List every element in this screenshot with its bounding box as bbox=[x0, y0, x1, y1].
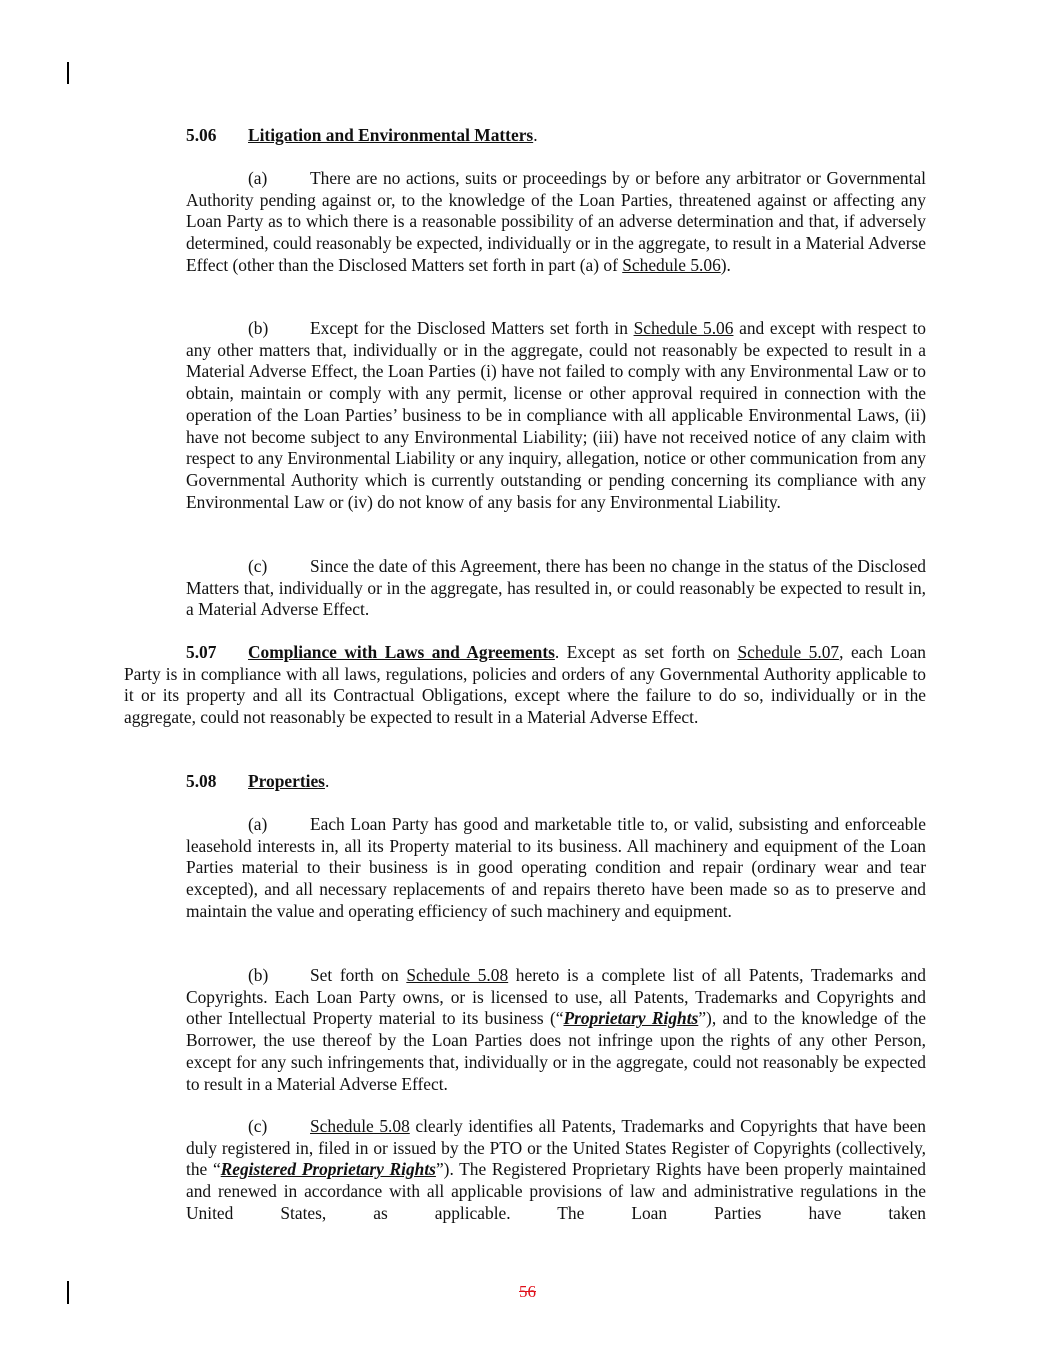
schedule-reference: Schedule 5.06 bbox=[622, 254, 721, 275]
clause-label: (a) bbox=[248, 814, 268, 834]
section-5-07: 5.07 Compliance with Laws and Agreements. Except as set forth on Schedule 5.07, each Loan Party is in compliance with all laws, regulations, policies and orders of any Governmental Authority applicable to it or its property and all its Contractual Obligations, except where the failure to do so, individually or in the aggregate, could not reasonably be expected to result in a Material Adverse Effect. bbox=[124, 642, 927, 728]
defined-term: Proprietary Rights bbox=[563, 1008, 699, 1029]
section-5-08-b: (b) Set forth on Schedule 5.08 hereto is a complete list of all Patents, Trademarks and Copyrights. Each Loan Party owns, or is licensed to use, all Patents, Trademarks and Copyrights and other Intellectual Property material to its business (“Proprietary Rights”), and to the knowledge of the Borrower, the use thereof by the Loan Parties does not infringe upon the rights of any other Person, except for any such infringements that, individually or in the aggregate, could not reasonably be expected to result in a Material Adverse Effect. bbox=[186, 965, 927, 1094]
change-bar-top bbox=[67, 62, 69, 84]
section-5-08-c: (c) Schedule 5.08 clearly identifies all Patents, Trademarks and Copyrights that have been duly registered in, filed in or issued by the PTO or the United States Register of Copyrights (collectively, the “Registered Proprietary Rights”). The Registered Proprietary Rights have been properly maintained and renewed in accordance with all applicable provisions of law and administrative regulations in the United States, as applicable. The Loan Parties have taken bbox=[186, 1116, 926, 1223]
section-title: Litigation and Environmental Matters bbox=[248, 125, 534, 145]
schedule-reference: Schedule 5.06 bbox=[633, 318, 734, 338]
page-number: 56 bbox=[519, 1282, 536, 1301]
section-number: 5.08 bbox=[186, 771, 217, 791]
section-title: Properties bbox=[248, 771, 325, 791]
section-5-08-a: (a) Each Loan Party has good and marketable title to, or valid, subsisting and enforceable leasehold interests in, all its Property material to its business. All machinery and equipment of the Loan Parties material to their business is in good operating condition and repair (ordinary wear and tear excepted), and all necessary replacements of and repairs thereto have been made so as to preserve and maintain the value and operating efficiency of such machinery and equipment. bbox=[186, 814, 926, 921]
clause-label: (b) bbox=[248, 318, 269, 338]
clause-label: (a) bbox=[248, 168, 268, 188]
defined-term: Registered Proprietary Rights bbox=[220, 1159, 436, 1180]
section-5-06-c: (c) Since the date of this Agreement, there has been no change in the status of the Disclosed Matters that, individually or in the aggregate, has resulted in, or could reasonably be expected to result in, a Material Adverse Effect. bbox=[186, 556, 926, 620]
clause-label: (b) bbox=[248, 965, 269, 985]
section-5-06-a: (a) There are no actions, suits or proceedings by or before any arbitrator or Governmental Authority pending against or, to the knowledge of the Loan Parties, threatened against or affecting any Loan Party as to which there is a reasonable possibility of an adverse determination and that, if adversely determined, could reasonably be expected, individually or in the aggregate, to result in a Material Adverse Effect (other than the Disclosed Matters set forth in part (a) of Schedule 5.06). bbox=[186, 168, 926, 275]
section-5-06-b: (b) Except for the Disclosed Matters set forth in Schedule 5.06 and except with respect to any other matters that, individually or in the aggregate, could not reasonably be expected to result in a Material Adverse Effect, the Loan Parties (i) have not failed to comply with any Environmental Law or to obtain, maintain or comply with any permit, license or other approval required in connection with the operation of the Loan Parties’ business to be in compliance with all applicable Environmental Laws, (ii) have not become subject to any Environmental Liability; (iii) have not received notice of any claim with respect to any Environmental Liability or any inquiry, allegation, notice or other communication from any Governmental Authority which is currently outstanding or pending concerning its compliance with any Environmental Law or (iv) do not know of any basis for any Environmental Liability. bbox=[186, 318, 926, 512]
schedule-reference: Schedule 5.08 bbox=[310, 1116, 410, 1136]
section-5-08-heading: 5.08 Properties. bbox=[186, 771, 330, 791]
section-title: Compliance with Laws and Agreements bbox=[248, 642, 555, 662]
section-5-06-heading: 5.06 Litigation and Environmental Matters. bbox=[186, 125, 538, 145]
section-number: 5.07 bbox=[186, 642, 217, 662]
clause-label: (c) bbox=[248, 1116, 268, 1136]
clause-label: (c) bbox=[248, 556, 268, 576]
schedule-reference: Schedule 5.08 bbox=[406, 965, 509, 985]
schedule-reference: Schedule 5.07 bbox=[737, 642, 840, 662]
section-number: 5.06 bbox=[186, 125, 217, 145]
